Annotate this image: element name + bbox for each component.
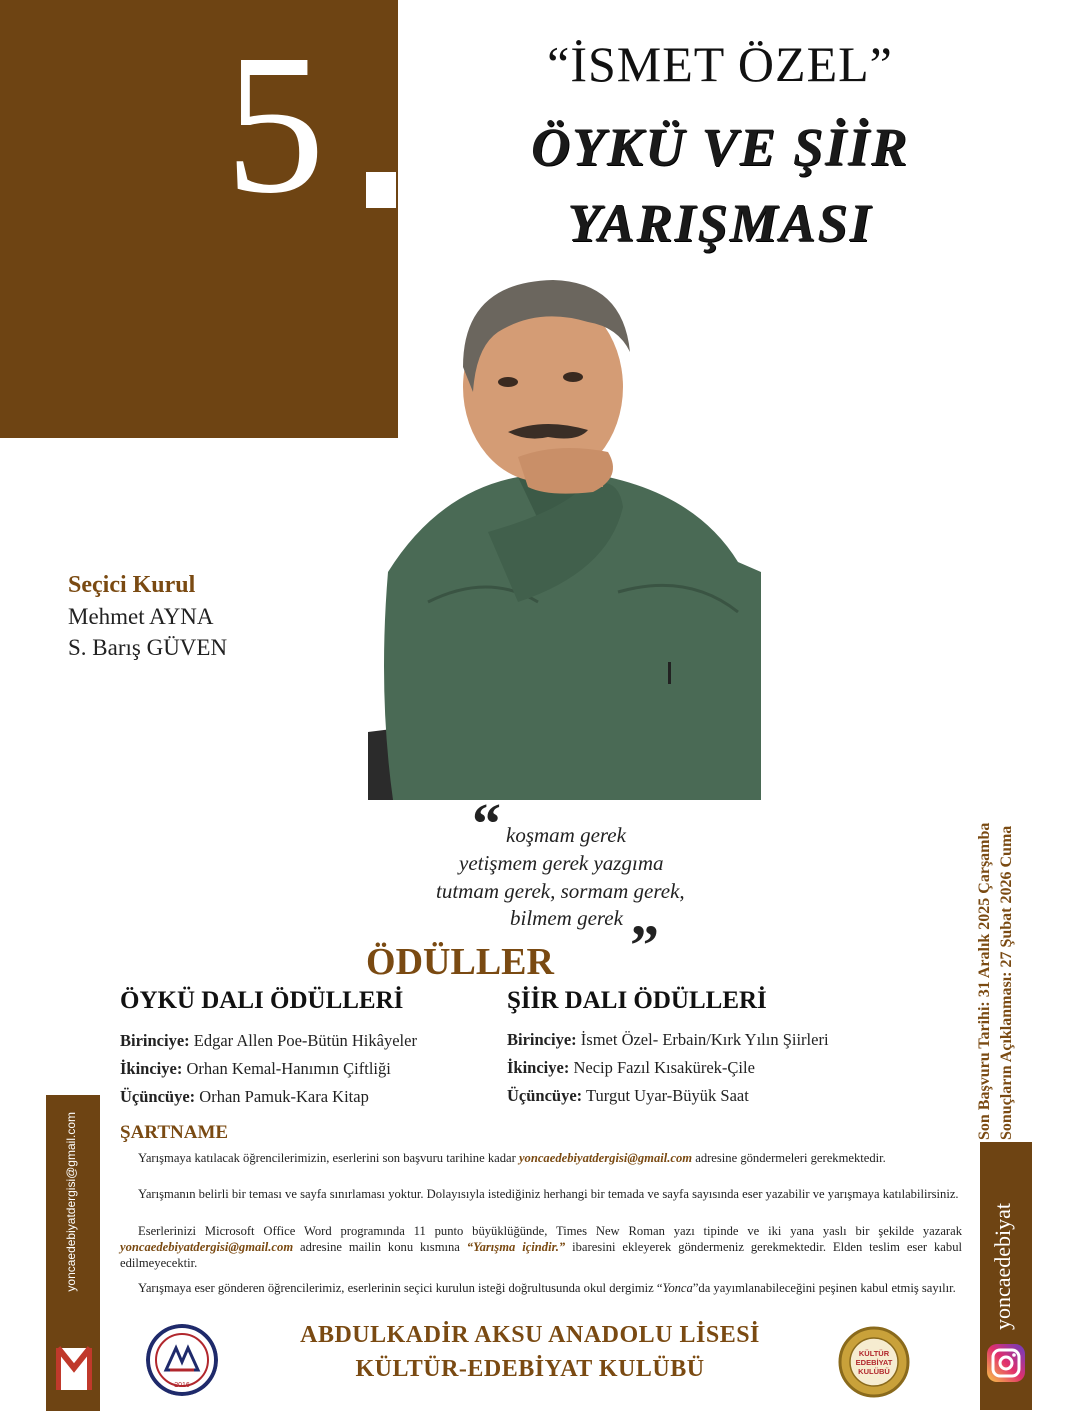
story-award-3: Üçüncüye: Orhan Pamuk-Kara Kitap xyxy=(120,1087,369,1106)
contest-email-link[interactable]: yoncaedebiyatdergisi@gmail.com xyxy=(518,1151,693,1165)
svg-text:EDEBİYAT: EDEBİYAT xyxy=(855,1358,893,1367)
rules-paragraph-1: Yarışmaya katılacak öğrencilerimizin, eserlerini son başvuru tarihine kadar yoncaedebiyatdergisi@gmail.com adresine göndermeleri gerekmektedir. xyxy=(138,1151,886,1165)
jury-title: Seçici Kurul xyxy=(68,572,196,598)
rules-paragraph-4: Yarışmaya eser gönderen öğrencilerimiz, eserlerinin seçici kurulun isteği doğrultusunda okul dergimiz “Yonca”da yayımlanabileceğini peşinen kabul etmiş sayılır. xyxy=(138,1281,956,1295)
svg-text:2016: 2016 xyxy=(174,1382,190,1389)
edition-dot xyxy=(366,172,396,208)
poem-award-2: İkinciye: Necip Fazıl Kısakürek-Çile xyxy=(507,1058,755,1077)
svg-text:KÜLTÜR: KÜLTÜR xyxy=(858,1349,890,1358)
club-logo xyxy=(838,1326,910,1398)
rules-paragraph-3: Eserlerinizi Microsoft Office Word programında 11 punto büyüklüğünde, Times New Roman yazı tipinde ve iki yana yaslı bir şekilde yazarak yoncaedebiyatdergisi@gmail.com adresine mailin konu kısmına “Yarışma içindir.” ibaresini ekleyerek göndermeniz gerekmektedir. Elden teslim eser kabul edilmeyecektir. xyxy=(120,1224,962,1270)
vertical-email-text[interactable]: yoncaedebiyatdergisi@gmail.com xyxy=(64,1112,78,1292)
jury-member: Mehmet AYNA xyxy=(68,604,214,629)
deadline-date: Son Başvuru Tarihi: 31 Aralık 2025 Çarşamba xyxy=(976,822,993,1140)
quote-line: bilmem gerek xyxy=(510,906,623,930)
portrait-photo xyxy=(368,272,761,800)
mail-icon xyxy=(56,1346,92,1392)
quote-line: tutmam gerek, sormam gerek, xyxy=(436,879,685,903)
contest-email-link[interactable]: yoncaedebiyatdergisi@gmail.com xyxy=(120,1240,294,1254)
story-award-2: İkinciye: Orhan Kemal-Hanımın Çiftliği xyxy=(120,1059,391,1078)
rules-paragraph-2: Yarışmanın belirli bir teması ve sayfa sınırlaması yoktur. Dolayısıyla istediğiniz herhangi bir temada ve sayfa sayısında eser yazabilir ve yarışmaya katılabilirsiniz. xyxy=(138,1187,959,1201)
results-date: Sonuçların Açıklanması: 27 Şubat 2026 Cuma xyxy=(998,825,1015,1140)
school-name: ABDULKADİR AKSU ANADOLU LİSESİ xyxy=(300,1322,760,1348)
header-brown-block xyxy=(0,0,398,438)
edition-number: 5 xyxy=(225,14,325,235)
story-award-1: Birinciye: Edgar Allen Poe-Bütün Hikâyeler xyxy=(120,1031,417,1050)
club-name: KÜLTÜR-EDEBİYAT KULÜBÜ xyxy=(355,1356,705,1382)
title-line3: YARIŞMASI xyxy=(567,193,873,253)
quote-close-mark: ” xyxy=(630,913,659,978)
title-line2: ÖYKÜ VE ŞİİR xyxy=(530,117,910,177)
story-awards-heading: ÖYKÜ DALI ÖDÜLLERİ xyxy=(120,987,404,1014)
quote-line: yetişmem gerek yazgıma xyxy=(459,851,664,875)
header-brown-tab xyxy=(0,378,278,438)
jury-member: S. Barış GÜVEN xyxy=(68,635,228,660)
svg-text:KULÜBÜ: KULÜBÜ xyxy=(858,1367,890,1376)
poem-award-3: Üçüncüye: Turgut Uyar-Büyük Saat xyxy=(507,1086,749,1105)
school-logo xyxy=(146,1324,218,1396)
quote-open-mark: “ xyxy=(472,791,501,856)
title-name: “İSMET ÖZEL” xyxy=(547,36,893,92)
poem-award-1: Birinciye: İsmet Özel- Erbain/Kırk Yılın Şiirleri xyxy=(507,1030,829,1049)
instagram-icon[interactable] xyxy=(985,1342,1027,1384)
quote-line: koşmam gerek xyxy=(506,823,626,847)
awards-title: ÖDÜLLER xyxy=(366,941,554,983)
rules-title: ŞARTNAME xyxy=(120,1122,229,1143)
poem-awards-heading: ŞİİR DALI ÖDÜLLERİ xyxy=(507,987,767,1014)
instagram-handle[interactable]: yoncaedebiyat xyxy=(990,1202,1015,1330)
